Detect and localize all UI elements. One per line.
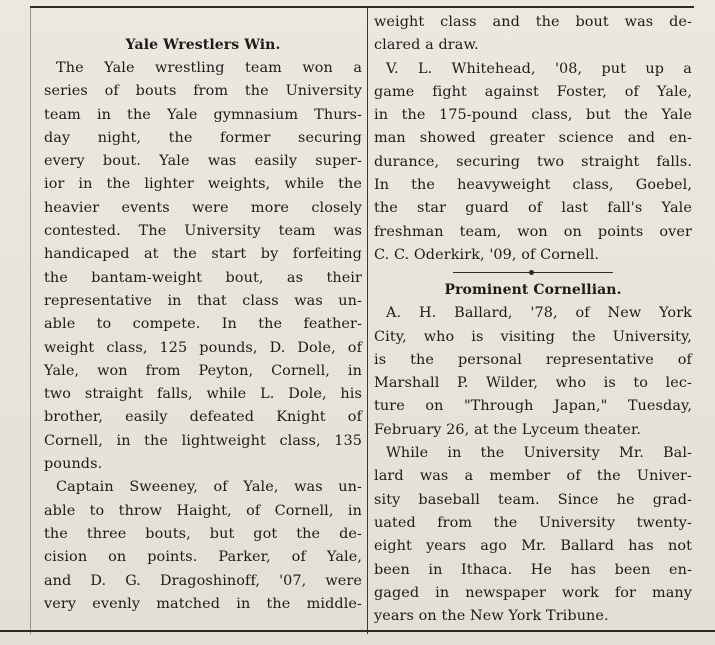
left-column-rule bbox=[30, 8, 31, 634]
text-line: City, who is visiting the University, bbox=[374, 328, 692, 345]
text-line: game fight against Foster, of Yale, bbox=[374, 83, 692, 100]
text-line: C. C. Oderkirk, '09, of Cornell. bbox=[374, 246, 600, 263]
article2-paragraph-2 bbox=[374, 442, 692, 628]
text-line: two straight falls, while L. Dole, his bbox=[44, 386, 362, 403]
text-line: lard was a member of the Univer- bbox=[374, 468, 692, 485]
text-line: is the personal representative of bbox=[374, 351, 692, 368]
text-line: representative in that class was un- bbox=[44, 292, 362, 309]
text-line: man showed greater science and en- bbox=[374, 130, 692, 147]
text-line: While in the University Mr. Bal- bbox=[386, 445, 692, 462]
text-line: able to throw Haight, of Cornell, in bbox=[44, 502, 362, 519]
text-line: years on the New York Tribune. bbox=[374, 608, 609, 625]
text-line: A. H. Ballard, '78, of New York bbox=[386, 305, 692, 322]
text-line: gaged in newspaper work for many bbox=[374, 584, 692, 601]
article-separator-rule bbox=[453, 272, 613, 273]
text-line: series of bouts from the University bbox=[44, 83, 362, 100]
left-column bbox=[44, 34, 362, 616]
article-headline-cornellian: Prominent Cornellian. bbox=[444, 282, 622, 299]
text-line: heavier events were more closely bbox=[44, 199, 362, 216]
text-line: the bantam-weight bout, as their bbox=[44, 269, 362, 286]
text-line: February 26, at the Lyceum theater. bbox=[374, 421, 642, 438]
column-divider bbox=[367, 8, 368, 634]
text-line: pounds. bbox=[44, 456, 103, 473]
text-line: been in Ithaca. He has been en- bbox=[374, 561, 692, 578]
text-line: brother, easily defeated Knight of bbox=[44, 409, 362, 426]
text-line: cision on points. Parker, of Yale, bbox=[44, 549, 362, 566]
text-line: ture on "Through Japan," Tuesday, bbox=[374, 398, 692, 415]
text-line: freshman team, won on points over bbox=[374, 223, 692, 240]
text-line: in the 175-pound class, but the Yale bbox=[374, 107, 692, 124]
text-line: and D. G. Dragoshinoff, '07, were bbox=[44, 572, 362, 589]
text-line: Marshall P. Wilder, who is to lec- bbox=[374, 375, 692, 392]
article-continuation bbox=[374, 11, 692, 58]
text-line: weight class and the bout was de- bbox=[374, 14, 692, 30]
text-line: uated from the University twenty- bbox=[374, 514, 692, 531]
text-line: the three bouts, but got the de- bbox=[44, 525, 362, 542]
separator-dot bbox=[529, 270, 534, 275]
text-line: ior in the lighter weights, while the bbox=[44, 176, 362, 193]
article-paragraph-3 bbox=[374, 58, 692, 268]
article-paragraph-1 bbox=[44, 57, 362, 476]
text-line: In the heavyweight class, Goebel, bbox=[374, 177, 692, 194]
text-line: eight years ago Mr. Ballard has not bbox=[374, 538, 692, 555]
text-line: the star guard of last fall's Yale bbox=[374, 200, 692, 217]
article-headline-wrestlers: Yale Wrestlers Win. bbox=[125, 37, 281, 53]
text-line: Yale, won from Peyton, Cornell, in bbox=[44, 362, 362, 379]
top-rule bbox=[30, 6, 694, 8]
text-line: clared a draw. bbox=[374, 37, 479, 54]
text-line: very evenly matched in the middle- bbox=[44, 595, 362, 612]
right-column bbox=[374, 14, 692, 628]
text-line: handicaped at the start by forfeiting bbox=[44, 246, 362, 263]
text-line: The Yale wrestling team won a bbox=[56, 60, 362, 76]
text-line: V. L. Whitehead, '08, put up a bbox=[386, 60, 692, 77]
text-line: team in the Yale gymnasium Thurs- bbox=[44, 106, 362, 123]
text-line: every bout. Yale was easily super- bbox=[44, 153, 362, 170]
text-line: day night, the former securing bbox=[44, 129, 362, 146]
text-line: durance, securing two straight falls. bbox=[374, 153, 692, 170]
bottom-rule bbox=[0, 630, 715, 632]
text-line: sity baseball team. Since he grad- bbox=[374, 491, 692, 508]
text-line: able to compete. In the feather- bbox=[44, 316, 362, 333]
text-line: weight class, 125 pounds, D. Dole, of bbox=[44, 339, 362, 356]
article-paragraph-2 bbox=[44, 476, 362, 616]
text-line: Cornell, in the lightweight class, 135 bbox=[44, 432, 362, 449]
article2-paragraph-1 bbox=[374, 302, 692, 442]
text-line: Captain Sweeney, of Yale, was un- bbox=[56, 479, 362, 496]
text-line: contested. The University team was bbox=[44, 223, 362, 240]
